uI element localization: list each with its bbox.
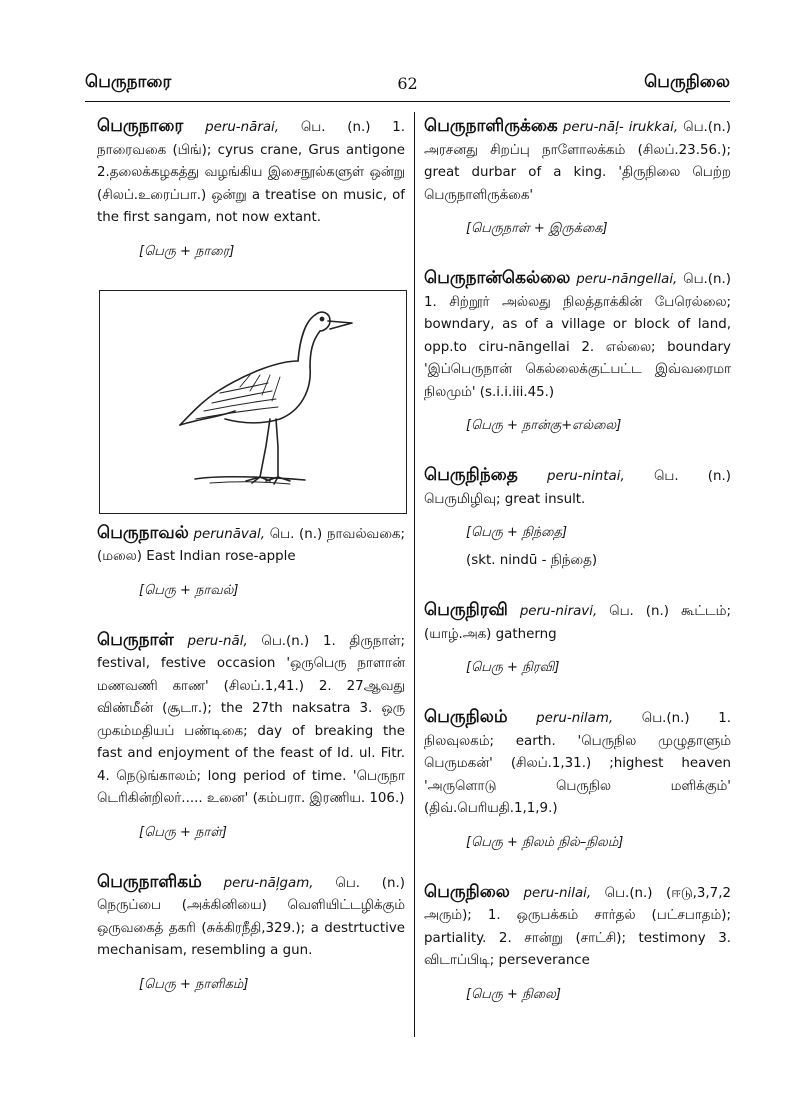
- entry-transliteration: perunāval,: [193, 526, 266, 542]
- dictionary-entry: [424, 881, 731, 973]
- entry-headword: பெருநான்கெல்லை: [424, 268, 571, 288]
- entry-etymology: [பெரு + நான்கு+எல்லை]: [466, 418, 622, 433]
- entry-headword: பெருநிலை: [424, 881, 510, 902]
- entry-etymology: [பெரு + நாளிகம்]: [139, 976, 249, 992]
- header-rule: [85, 101, 730, 102]
- column-divider: [414, 112, 415, 1037]
- entry-definition: பெ. (n.) நாவல்வகை; (மலை) East Indian rose-apple: [97, 526, 405, 564]
- crane-illustration: [99, 290, 407, 514]
- entry-transliteration: peru-nintai,: [547, 469, 625, 484]
- entry-etymology: [பெருநாள் + இருக்கை]: [466, 221, 608, 236]
- entry-transliteration: peru-nāļ- irukkai,: [562, 120, 679, 135]
- entry-headword: பெருநிலம்: [424, 707, 508, 727]
- entry-etymology: [பெரு + நாவல்]: [139, 582, 239, 598]
- dictionary-entry: [97, 629, 405, 811]
- entry-etymology: [பெரு + நிலம் நில்–நிலம்]: [466, 834, 624, 850]
- entry-transliteration: peru-niravi,: [519, 604, 598, 619]
- entry-definition: பெ.(n.) அரசனது சிறப்பு நாளோலக்கம் (சிலப்.23.56.); great durbar of a king. 'திருநிலை பெற்ற பெருநாளிருக்கை': [424, 120, 731, 203]
- entry-transliteration: peru-nāļgam,: [223, 875, 314, 891]
- entry-headword: பெருநாள்: [97, 629, 174, 650]
- entry-transliteration: peru-nāl,: [187, 633, 248, 649]
- entry-source-note: (skt. nindū - நிந்தை): [466, 553, 598, 568]
- crane-bird-icon: [100, 291, 406, 513]
- entry-definition: பெ.(n.) 1. திருநாள்; festival, festive occasion 'ஒருபெரு நாளான் மணவணி காண' (சிலப்.1,41.) 2. 27ஆவது விண்மீன் (சூடா.); the 27th naksatra 3. ஒரு முகம்மதியப் பண்டிகை; day of breaking the fast and enjoyment of the feast of Id. ul. Fitr. 4. நெடுங்காலம்; long period of time. 'பெருநா டெரிகின்றிலர்..... உனை' (கம்பரா. இரணிய. 106.): [97, 633, 405, 806]
- dictionary-entry: [424, 115, 731, 207]
- left-column: [97, 115, 405, 993]
- page-number: 62: [397, 74, 418, 93]
- entry-transliteration: peru-nilai,: [523, 885, 592, 901]
- entry-etymology: [பெரு + நிலை]: [466, 986, 561, 1002]
- dictionary-entry: [424, 706, 731, 821]
- right-column: [424, 115, 731, 1003]
- entry-definition: பெ.(n.) (ஈடு,3,7,2 அரும்); 1. ஒருபக்கம் சார்தல் (பட்சபாதம்); partiality. 2. சான்று (சாட்சி); testimony 3. விடாப்பிடி; perseverance: [424, 885, 731, 968]
- dictionary-entry: [424, 464, 731, 511]
- entry-definition: பெ.(n.) 1. நிலவுலகம்; earth. 'பெருநில முழுதாளும் பெருமகன்' (சிலப்.1,31.) ;highest heaven 'அருளொடு பெருநில மளிக்கும்' (திவ்.பெரியதி.1,1,9.): [424, 711, 731, 816]
- dictionary-entry: [97, 522, 405, 569]
- entry-definition: பெ.(n.) 1. சிற்றூர் அல்லது நிலத்தாக்கின் பேரெல்லை; bowndary, as of a village or block of land, opp.to ciru-nāngellai 2. எல்லை; boundary 'இப்பெருநான் கெல்லைக்குட்பட்ட இவ்வரைமா நிலமும்' (s.i.i.iii.45.): [424, 272, 731, 400]
- entry-definition: பெ. (n.) நெருப்பை (அக்கினியை) வெளியிட்டழிக்கும் ஒருவகைத் தகரி (சுக்கிரநீதி,329.); a destrtuctive mechanisam, resembling a gun.: [97, 875, 405, 958]
- page-header: [85, 72, 730, 100]
- dictionary-entry: [424, 599, 731, 646]
- entry-headword: பெருநாவல்: [97, 522, 189, 543]
- entry-etymology: [பெரு + நாள்]: [139, 824, 228, 840]
- entry-definition: பெ. (n.) பெருமிழிவு; great insult.: [424, 469, 731, 507]
- entry-etymology: [பெரு + நிரவி]: [466, 660, 560, 675]
- entry-definition: பெ. (n.) 1. நாரைவகை (பிங்); cyrus crane, Grus antigone 2.தலைக்கழகத்து வழங்கிய இசைநூல்களுள் ஒன்று (சிலப்.உரைப்பா.) ஒன்று a treatise on music, of the first sangam, not now extant.: [97, 120, 405, 225]
- entry-definition: பெ. (n.) கூட்டம்; (யாழ்.அக) gatherng: [424, 604, 731, 642]
- dictionary-entry: [97, 115, 405, 230]
- entry-headword: பெருநாளிகம்: [97, 871, 202, 892]
- entry-headword: பெருநிரவி: [424, 600, 508, 620]
- entry-headword: பெருநாரை: [97, 116, 184, 136]
- dictionary-entry: [424, 267, 731, 404]
- dictionary-entry: [97, 871, 405, 963]
- entry-transliteration: peru-nāngellai,: [576, 272, 678, 287]
- header-left-guideword: பெருநாரை: [85, 72, 172, 92]
- entry-etymology: [பெரு + நிந்தை]: [466, 525, 568, 540]
- entry-etymology: [பெரு + நாரை]: [139, 243, 235, 259]
- header-right-guideword: பெருநிலை: [644, 72, 730, 92]
- entry-transliteration: peru-nārai,: [205, 120, 280, 135]
- entry-transliteration: peru-nilam,: [536, 711, 614, 726]
- entry-headword: பெருநாளிருக்கை: [424, 116, 558, 136]
- entry-headword: பெருநிந்தை: [424, 465, 518, 485]
